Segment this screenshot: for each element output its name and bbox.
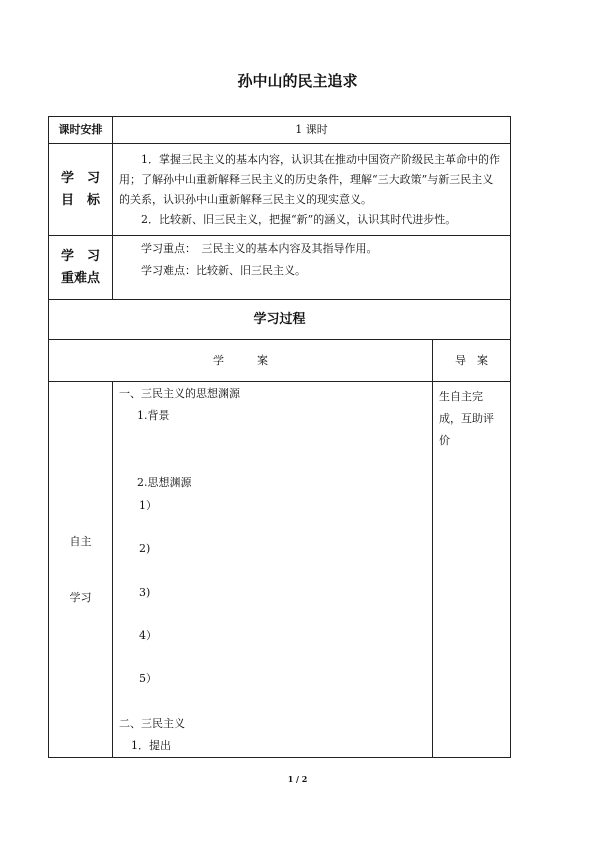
- keypoints-content: [113, 236, 511, 300]
- section-2-heading: 二、三民主义: [119, 717, 185, 730]
- keypoints-label-line2: 重难点: [60, 270, 100, 286]
- guide-line-1: 生自主完: [439, 390, 483, 403]
- origin-sub-3: 3): [139, 586, 151, 599]
- guide-line-2: 成，互助评: [439, 412, 494, 425]
- schedule-row: [49, 117, 511, 144]
- item-origins: 2.思想渊源: [137, 476, 192, 489]
- self-study-label: [49, 382, 113, 758]
- goals-para-2: 2．比较新、旧三民主义，把握“新”的涵义，认识其时代进步性。: [141, 213, 457, 226]
- study-plan-header: 学 案: [49, 340, 433, 382]
- self-study-content: [113, 382, 433, 758]
- goals-row: [49, 144, 511, 236]
- document-title: 孙中山的民主追求: [237, 72, 358, 90]
- section-1-heading: 一、三民主义的思想渊源: [119, 387, 240, 400]
- process-title-row: [49, 300, 511, 340]
- origin-sub-2: 2): [139, 542, 151, 555]
- goals-label: [49, 144, 113, 236]
- keypoints-line-2: 学习难点：比较新、旧三民主义。: [141, 264, 306, 277]
- process-title: 学习过程: [49, 300, 511, 340]
- keypoints-label-line1: 学 习: [60, 248, 100, 264]
- keypoints-row: [49, 236, 511, 300]
- item-background: 1.背景: [137, 409, 170, 422]
- item-proposal: 1．提出: [131, 739, 171, 752]
- page-number: 1 / 2: [287, 774, 308, 784]
- keypoints-line-1: 学习重点： 三民主义的基本内容及其指导作用。: [141, 242, 378, 255]
- goals-para-1: 1．掌握三民主义的基本内容，认识其在推动中国资产阶级民主革命中的作用；了解孙中山重新解释三民主义的历史条件，理解“三大政策”与新三民主义的关系，认识孙中山重新解释三民主义的现实意义。: [119, 153, 500, 206]
- plan-header-row: [49, 340, 511, 382]
- self-study-label-line1: 自主: [69, 534, 92, 548]
- origin-sub-1: 1）: [139, 499, 157, 512]
- guide-line-3: 价: [439, 434, 450, 447]
- lesson-plan-table: [48, 116, 511, 758]
- schedule-label: 课时安排: [49, 117, 113, 144]
- keypoints-label: [49, 236, 113, 300]
- guide-content: [433, 382, 511, 758]
- schedule-value: 1 课时: [113, 117, 511, 144]
- goals-content: [113, 144, 511, 236]
- self-study-row: [49, 382, 511, 758]
- goals-label-line1: 学 习: [60, 170, 100, 186]
- goals-label-line2: 目 标: [60, 192, 100, 208]
- origin-sub-5: 5）: [139, 672, 157, 685]
- guide-plan-header: 导 案: [433, 340, 511, 382]
- origin-sub-4: 4）: [139, 629, 157, 642]
- self-study-label-line2: 学习: [69, 590, 92, 604]
